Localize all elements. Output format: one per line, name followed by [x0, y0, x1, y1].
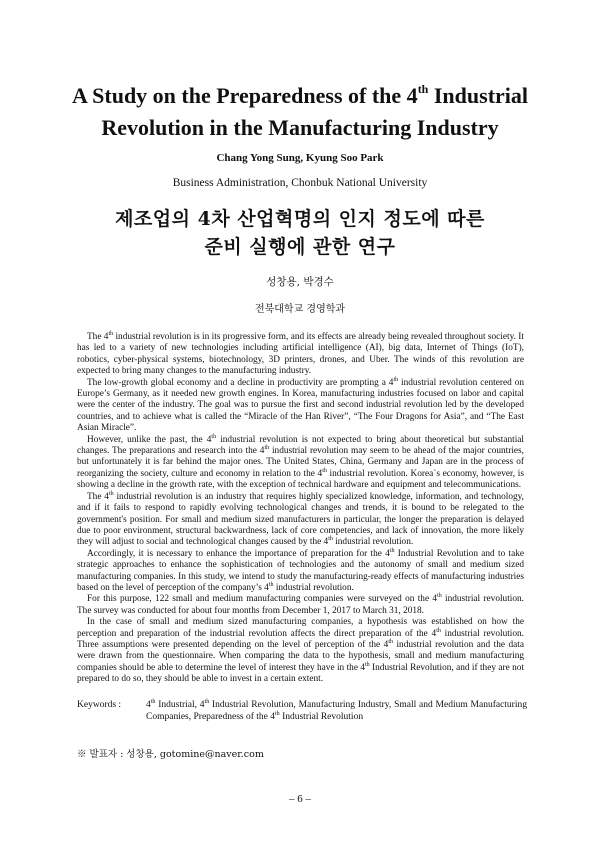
paper-title-korean: 제조업의 4차 산업혁명의 인지 정도에 따른 준비 실행에 관한 연구 [115, 208, 485, 258]
keywords-label: Keywords : [77, 700, 122, 710]
title-line-2: Revolution in the Manufacturing Industry [101, 115, 499, 140]
abstract-paragraph-2: The low-growth global economy and a decline in productivity are prompting a 4th industrial revolution centered on Europe’s Germany, as it needed new growth engines. In Korea, manufacturing industries focused on labor and capital were the center of the industry. The goal was to pursue the first and second industrial revolution led by the developed countries, and to achieve what is called the “Miracle of the Han River”, “The Four Dragons for Asia”, and “The East Asian Miracle”. [77, 376, 525, 434]
abstract [77, 332, 524, 686]
presenter-footnote: ※ 발표자 : 성창용, gotomine@naver.com [77, 749, 264, 760]
abstract-paragraph-3: However, unlike the past, the 4th industrial revolution is not expected to bring about theoretical but substantial changes. The preparations and research into the 4th industrial revolution may seem to be ahead of the major countries, but unfortunately it is far behind the major ones. The United States, China, Germany and Japan are in the process of reorganizing the society, culture and economy in relation to the 4th industrial revolution. Korea`s economy, however, is showing a decline in the growth rate, with the exception of technical hardware and equipment and telecommunications. [77, 433, 524, 491]
title-line-1: A Study on the Preparedness of the 4th Industrial [71, 82, 529, 108]
abstract-paragraph-5: Accordingly, it is necessary to enhance the importance of preparation for the 4th Industrial Revolution and to take strategic approaches to enhance the sophistication of technologies and the autonomy of small and medium sized manufacturing companies. In this study, we intend to study the manufacturing-ready effects of manufacturing industries based on the level of perception of the company’s 4th industrial revolution. [77, 547, 524, 593]
abstract-paragraph-1: The 4th industrial revolution is in its progressive form, and its effects are already being revealed throughout society. It has led to a variety of new technologies including artificial intelligence (AI), big data, Internet of Things (IoT), robotics, cyber-physical systems, biotechnology, 3D printers, drones, and Uber. The winds of this revolution are expected to bring many changes to the manufacturing industry. [77, 331, 524, 377]
authors-english: Chang Yong Sung, Kyung Soo Park [216, 152, 384, 164]
paper-title-english [40, 80, 560, 144]
keywords-list: 4th Industrial, 4th Industrial Revolution, Manufacturing Industry, Small and Medium Manufacturing Companies, Preparedness of the 4th Industrial Revolution [146, 699, 527, 722]
affiliation-korean: 전북대학교 경영학과 [254, 304, 346, 315]
affiliation-english: Business Administration, Chonbuk National University [172, 177, 428, 189]
page-number: – 6 – [289, 793, 311, 805]
abstract-paragraph-7: In the case of small and medium sized manufacturing companies, a hypothesis was established on how the perception and preparation of the industrial revolution affects the direct preparation of the 4th industrial revolution. Three assumptions were presented depending on the level of perception of the 4th industrial revolution and the data were drawn from the questionnaire. When comparing the data to the hypothesis, small and medium manufacturing companies should be able to determine the level of interest they have in the 4th Industrial Revolution, and if they are not prepared to do so, they should be able to invest in a certain extent. [77, 617, 525, 685]
abstract-paragraph-4: The 4th industrial revolution is an industry that requires highly specialized knowledge, information, and technology, and if it fails to respond to rapidly evolving technological changes and trends, it is bound to be relegated to the government's position. For small and medium sized manufacturers in particular, the longer the preparation is delayed due to poor environment, structural backwardness, lack of core competencies, and lack of innovation, the more likely they will adjust to social and technological changes caused by the 4th industrial revolution. [77, 490, 524, 548]
abstract-paragraph-6: For this purpose, 122 small and medium manufacturing companies were surveyed on the 4th industrial revolution. The survey was conducted for about four months from December 1, 2017 to March 31, 2018. [77, 593, 524, 616]
keywords [77, 699, 527, 723]
authors-korean: 성창용, 박경수 [266, 276, 334, 288]
